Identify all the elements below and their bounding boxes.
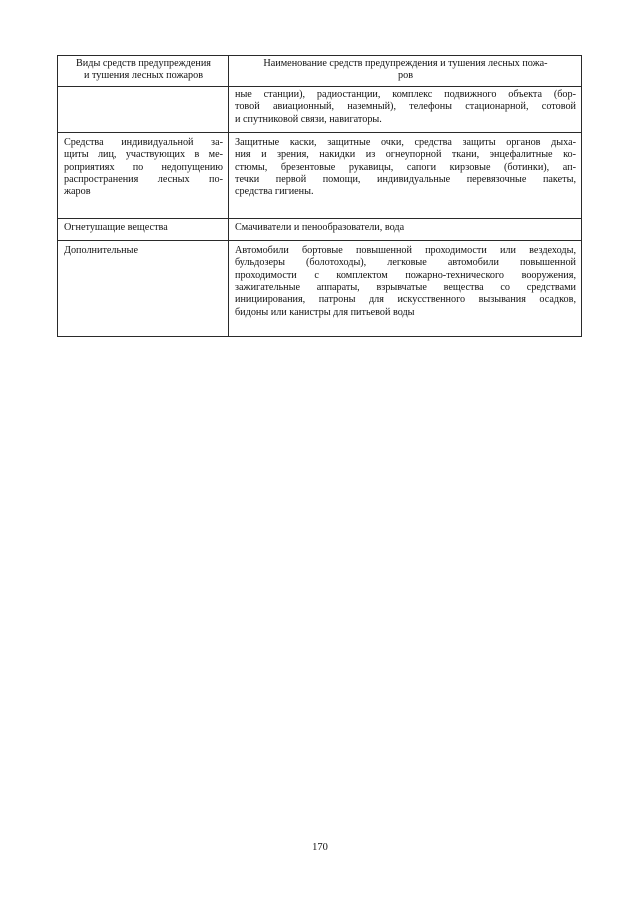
label-line: распространения лесных по-: [64, 174, 223, 186]
header-col-names-line: ров: [398, 70, 413, 82]
label-line: Средства индивидуальной за-: [64, 136, 223, 148]
header-col-types-line: и тушения лесных пожаров: [83, 70, 204, 82]
table-row: [58, 86, 582, 132]
row-content: [229, 132, 582, 218]
content-line: бульдозеры (болотоходы), легковые автомобили повышенной: [235, 257, 576, 269]
content-line: ные станции), радиостанции, комплекс подвижного объекта (бор-: [235, 88, 576, 100]
content-line: Смачиватели и пенообразователи, вода: [235, 221, 405, 233]
table-row: [58, 218, 582, 240]
label-line: роприятиях по недопущению: [64, 161, 223, 173]
label-line: Огнетушащие вещества: [64, 221, 168, 233]
content-line: Защитные каски, защитные очки, средства защиты органов дыха-: [235, 136, 576, 148]
header-col-types: [58, 56, 229, 87]
content-line: зажигательные аппараты, взрывчатые вещества со средствами: [235, 282, 576, 294]
content-line: бидоны или канистры для питьевой воды: [235, 306, 415, 318]
content-line: течки первой помощи, индивидуальные перевязочные пакеты,: [235, 174, 576, 186]
table-header-row: [58, 56, 582, 87]
row-content: [229, 240, 582, 336]
row-label-empty: [58, 86, 229, 132]
row-label: [58, 240, 229, 336]
label-line: жаров: [64, 186, 91, 198]
content-line: стюмы, брезентовые рукавицы, сапоги кирзовые (ботинки), ап-: [235, 161, 576, 173]
content-line: ния и зрения, накидки из огнеупорной ткани, энцефалитные ко-: [235, 149, 576, 161]
label-line: щиты лиц, участвующих в ме-: [64, 149, 223, 161]
row-content: [229, 218, 582, 240]
content-line: товой авиационный, наземный), телефоны стационарной, сотовой: [235, 101, 576, 113]
table-row: [58, 132, 582, 218]
header-col-names-line: Наименование средств предупреждения и тушения лесных пожа-: [263, 58, 548, 69]
content-line: проходимости с комплектом пожарно-технического вооружения,: [235, 269, 576, 281]
page-number: 170: [312, 842, 328, 853]
row-label: [58, 218, 229, 240]
content-line: Автомобили бортовые повышенной проходимости или вездеходы,: [235, 244, 576, 256]
header-col-types-line: Виды средств предупреждения: [76, 58, 211, 69]
fire-means-table: [57, 55, 582, 337]
content-line: и спутниковой связи, навигаторы.: [235, 113, 382, 125]
row-label: [58, 132, 229, 218]
content-line: средства гигиены.: [235, 186, 314, 198]
label-line: Дополнительные: [64, 244, 138, 256]
table-row: [58, 240, 582, 336]
header-col-names: [229, 56, 582, 87]
row-content: [229, 86, 582, 132]
content-line: инициирования, патроны для искусственного вызывания осадков,: [235, 294, 576, 306]
